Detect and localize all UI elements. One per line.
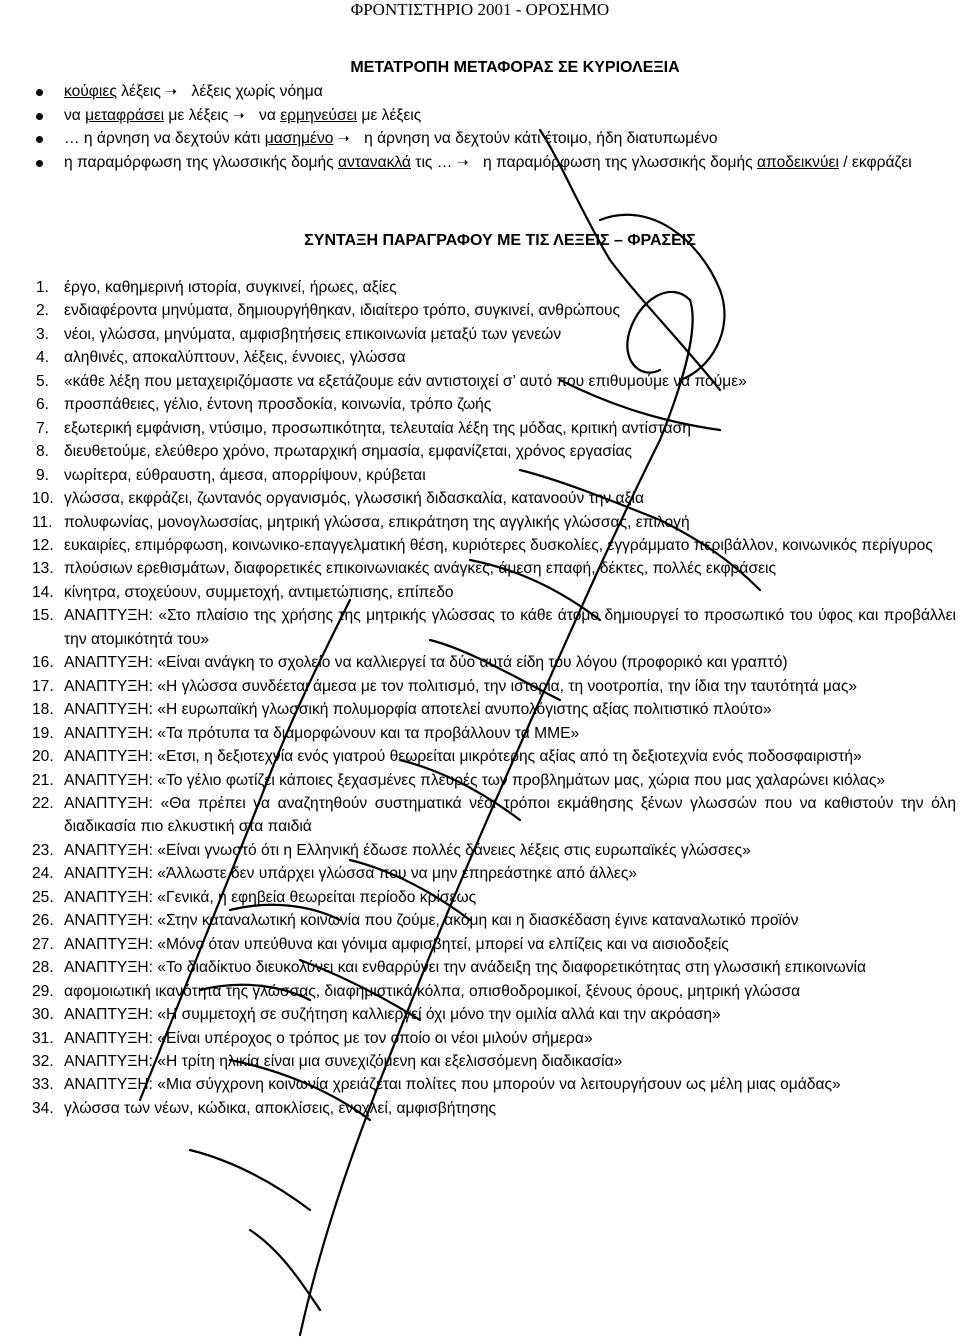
list-item <box>0 276 960 299</box>
bullet-item: … η άρνηση να δεχτούν κάτι μασημένο ➝ η άρνηση να δεχτούν κάτι έτοιμο, ήδη διατυπωμένο <box>0 127 960 151</box>
list-item <box>0 417 960 440</box>
section-title-paragraph: ΣΥΝΤΑΞΗ ΠΑΡΑΓΡΑΦΟΥ ΜΕ ΤΙΣ ΛΕΞΕΙΣ – ΦΡΑΣΕΙΣ <box>304 232 696 249</box>
item-text: κίνητρα, στοχεύουν, συμμετοχή, αντιμετώπισης, επίπεδο <box>64 583 454 601</box>
underlined-word: μεταφράσει <box>85 106 165 124</box>
item-text: ΑΝΑΠΤΥΞΗ: «Άλλωστε δεν υπάρχει γλώσσα που να μην επηρεάστηκε από άλλες» <box>64 865 638 883</box>
list-item <box>0 722 960 745</box>
item-number: 23. <box>32 841 54 859</box>
item-text: ΑΝΑΠΤΥΞΗ: «Το γέλιο φωτίζει κάποιες ξεχασμένες πλευρές των προβλημάτων μας, χώρια που μας χαλαρώνει κιόλας» <box>64 771 886 789</box>
list-item <box>0 886 960 909</box>
bullet-list <box>0 80 960 174</box>
item-number: 12. <box>32 536 54 554</box>
item-text: ΑΝΑΠΤΥΞΗ: «Ετσι, η δεξιοτεχνία ενός γιατρού θεωρείται μικρότερης αξίας από τη δεξιοτεχνία ενός ποδοσφαιριστή» <box>64 748 862 766</box>
item-number: 10. <box>32 490 54 508</box>
underlined-word: μασημένο <box>264 130 334 147</box>
bullet-item: κούφιες λέξεις ➝ λέξεις χωρίς νόημα <box>0 80 960 104</box>
item-number: 16. <box>32 654 54 672</box>
item-number: 27. <box>32 935 54 953</box>
item-number: 1. <box>36 279 50 296</box>
item-number: 11. <box>32 513 53 531</box>
list-item <box>0 769 960 792</box>
item-number: 7. <box>36 419 50 437</box>
item-text: ΑΝΑΠΤΥΞΗ: «Η ευρωπαϊκή γλωσσική πολυμορφία αποτελεί ανυπολόγιστης αξίας πολιτιστικό πλούτο» <box>64 701 772 719</box>
bullet-dot <box>36 113 43 120</box>
underlined-word: αποδεικνύει <box>757 153 839 171</box>
item-text: ενδιαφέροντα μηνύματα, δημιουργήθηκαν, ιδιαίτερο τρόπο, συγκινεί, ανθρώπους <box>64 302 621 320</box>
item-text: εξωτερική εμφάνιση, ντύσιμο, προσωπικότητα, τελευταία λέξη της μόδας, κριτική αντίσταση <box>64 419 691 437</box>
underlined-word: κούφιες <box>64 83 117 100</box>
item-text: πολυφωνίας, μονογλωσσίας, μητρική γλώσσα, επικράτηση της αγγλικής γλώσσας, επιλογή <box>64 513 690 531</box>
item-number: 32. <box>32 1052 54 1070</box>
bullet-dot <box>36 136 43 143</box>
item-number: 5. <box>36 372 50 390</box>
item-number: 17. <box>32 677 54 695</box>
item-text: ΑΝΑΠΤΥΞΗ: «Θα πρέπει να αναζητηθούν συστηματικά νέοι τρόποι εκμάθησης ξένων γλωσσών που να καθιστούν την όλη διαδικασία πιο ελκυστική στα παιδιά <box>64 794 956 836</box>
item-text: ΑΝΑΠΤΥΞΗ: «Γενικά, η εφηβεία θεωρείται περίοδο κρίσεως <box>64 888 477 906</box>
item-number: 34. <box>32 1099 54 1117</box>
item-number: 33. <box>32 1076 54 1094</box>
item-text: ΑΝΑΠΤΥΞΗ: «Το διαδίκτυο διευκολύνει και ενθαρρύνει την ανάδειξη της διαφορετικότητας στη γλωσσική επικοινωνία <box>64 959 867 977</box>
numbered-list <box>0 276 960 1120</box>
list-item <box>0 487 960 510</box>
list-item <box>0 1073 960 1096</box>
list-item <box>0 909 960 932</box>
list-item <box>0 698 960 721</box>
list-item <box>0 464 960 487</box>
item-text: διευθετούμε, ελεύθερο χρόνο, πρωταρχική σημασία, εμφανίζεται, χρόνος εργασίας <box>64 443 633 461</box>
arrow-right-icon: ➝ <box>165 83 177 99</box>
list-item <box>0 839 960 862</box>
underlined-word: αντανακλά <box>338 153 411 171</box>
item-number: 31. <box>32 1029 54 1047</box>
list-item <box>0 534 960 557</box>
item-text: ΑΝΑΠΤΥΞΗ: «Η συμμετοχή σε συζήτηση καλλιεργεί όχι μόνο την ομιλία αλλά και την ακρόαση» <box>64 1006 721 1024</box>
item-text: γλώσσα, εκφράζει, ζωντανός οργανισμός, γλωσσική διδασκαλία, κατανοούν την αξία <box>64 490 645 508</box>
underlined-word: ερμηνεύσει <box>280 106 357 124</box>
item-number: 21. <box>32 771 54 789</box>
item-number: 3. <box>36 325 50 343</box>
list-item <box>0 393 960 416</box>
item-number: 30. <box>32 1006 54 1024</box>
item-text: «κάθε λέξη που μεταχειριζόμαστε να εξετάζουμε εάν αντιστοιχεί σ’ αυτό που επιθυμούμε να πούμε» <box>64 372 747 390</box>
item-text: ΑΝΑΠΤΥΞΗ: «Είναι υπέροχος ο τρόπος με τον οποίο οι νέοι μιλούν σήμερα» <box>64 1029 593 1047</box>
item-text: ευκαιρίες, επιμόρφωση, κοινωνικο-επαγγελματική θέση, κυριότερες δυσκολίες, εγγράμματο περιβάλλον, κοινωνικός περίγυρος <box>64 536 933 554</box>
item-text: νωρίτερα, εύθραυστη, άμεσα, απορρίψουν, κρύβεται <box>64 466 426 484</box>
list-item <box>0 581 960 604</box>
item-number: 29. <box>32 982 54 1000</box>
list-item <box>0 651 960 674</box>
list-item <box>0 346 960 369</box>
item-text: νέοι, γλώσσα, μηνύματα, αμφισβητήσεις επικοινωνία μεταξύ των γενεών <box>64 325 562 343</box>
item-number: 24. <box>32 865 54 883</box>
list-item <box>0 1050 960 1073</box>
item-text: ΑΝΑΠΤΥΞΗ: «Μια σύγχρονη κοινωνία χρειάζεται πολίτες που μπορούν να λειτουργήσουν ως μέλη μιας ομάδας» <box>64 1076 841 1094</box>
item-text: γλώσσα των νέων, κώδικα, αποκλίσεις, ενοχλεί, αμφισβήτησης <box>64 1099 497 1117</box>
item-number: 4. <box>36 349 50 367</box>
list-item <box>0 792 960 839</box>
bullet-dot <box>36 89 43 96</box>
item-text: αφομοιωτική ικανότητα της γλώσσας, διαφημιστικά κόλπα, οπισθοδρομικοί, ξένους όρους, μητρική γλώσσα <box>64 982 801 1000</box>
item-number: 22. <box>32 794 54 812</box>
item-text: ΑΝΑΠΤΥΞΗ: «Τα πρότυπα τα διαμορφώνουν και τα προβάλλουν τα ΜΜΕ» <box>64 724 580 742</box>
item-number: 6. <box>36 396 50 414</box>
item-text: αληθινές, αποκαλύπτουν, λέξεις, έννοιες, γλώσσα <box>64 349 406 367</box>
item-text: ΑΝΑΠΤΥΞΗ: «Στο πλαίσιο της χρήσης της μητρικής γλώσσας το κάθε άτομο δημιουργεί το προσωπικό του ύφος και προβάλλει την ατομικότητά του» <box>64 607 956 648</box>
item-number: 26. <box>32 912 54 930</box>
list-item <box>0 1027 960 1050</box>
list-item <box>0 323 960 346</box>
list-item <box>0 675 960 698</box>
bullet-item: η παραμόρφωση της γλωσσικής δομής αντανακλά τις … ➝ η παραμόρφωση της γλωσσικής δομής αποδεικνύει / εκφράζει <box>0 151 960 175</box>
item-number: 9. <box>36 466 50 484</box>
list-item <box>0 1003 960 1026</box>
list-item <box>0 511 960 534</box>
list-item <box>0 604 960 651</box>
item-number: 18. <box>32 701 54 719</box>
item-number: 15. <box>32 607 54 625</box>
item-text: ΑΝΑΠΤΥΞΗ: «Η γλώσσα συνδέεται άμεσα με τον πολιτισμό, την ιστορία, τη νοοτροπία, την ίδια την ταυτότητά μας» <box>64 677 858 695</box>
item-text: ΑΝΑΠΤΥΞΗ: «Είναι ανάγκη το σχολείο να καλλιεργεί τα δύο αυτά είδη του λόγου (προφορικό και γραπτό) <box>64 654 788 672</box>
item-text: ΑΝΑΠΤΥΞΗ: «Στην καταναλωτική κοινωνία που ζούμε, ακόμη και η διασκέδαση έγινε καταναλωτικό προϊόν <box>64 912 799 930</box>
item-number: 25. <box>32 888 54 906</box>
item-text: πλούσιων ερεθισμάτων, διαφορετικές επικοινωνιακές ανάγκες, άμεση επαφή, δέκτες, πολλές εκφράσεις <box>64 560 776 578</box>
item-number: 14. <box>32 583 54 601</box>
list-item <box>0 956 960 979</box>
item-number: 2. <box>36 302 50 320</box>
bullet-dot <box>36 160 43 167</box>
arrow-right-icon: ➝ <box>232 106 245 123</box>
list-item <box>0 440 960 463</box>
item-text: ΑΝΑΠΤΥΞΗ: «Η τρίτη ηλικία είναι μια συνεχιζόμενη και εξελισσόμενη διαδικασία» <box>64 1052 623 1070</box>
item-text: ΑΝΑΠΤΥΞΗ: «Είναι γνωστό ότι η Ελληνική έδωσε πολλές δάνειες λέξεις στις ευρωπαϊκές γλώσσες» <box>64 841 751 859</box>
page-header: ΦΡΟΝΤΙΣΤΗΡΙΟ 2001 - ΟΡΟΣΗΜΟ <box>350 0 610 19</box>
item-number: 28. <box>32 959 54 977</box>
list-item <box>0 1097 960 1120</box>
item-text: ΑΝΑΠΤΥΞΗ: «Μόνο όταν υπεύθυνα και γόνιμα αμφισβητεί, μπορεί να ελπίζεις και να αισιοδοξείς <box>64 935 729 953</box>
arrow-right-icon: ➝ <box>456 153 469 170</box>
item-number: 19. <box>32 724 54 742</box>
list-item <box>0 557 960 580</box>
arrow-right-icon: ➝ <box>337 130 350 146</box>
item-number: 8. <box>36 443 50 461</box>
item-number: 13. <box>32 560 54 578</box>
bullet-item: να μεταφράσει με λέξεις ➝ να ερμηνεύσει με λέξεις <box>0 104 960 128</box>
item-text: προσπάθειες, γέλιο, έντονη προσδοκία, κοινωνία, τρόπο ζωής <box>64 396 492 414</box>
list-item <box>0 370 960 393</box>
list-item <box>0 980 960 1003</box>
list-item <box>0 299 960 322</box>
list-item <box>0 933 960 956</box>
section-title-metaphor: ΜΕΤΑΤΡΟΠΗ ΜΕΤΑΦΟΡΑΣ ΣΕ ΚΥΡΙΟΛΕΞΙΑ <box>350 59 680 76</box>
item-text: έργο, καθημερινή ιστορία, συγκινεί, ήρωες, αξίες <box>64 279 397 296</box>
list-item <box>0 745 960 768</box>
list-item <box>0 862 960 885</box>
item-number: 20. <box>32 748 54 766</box>
